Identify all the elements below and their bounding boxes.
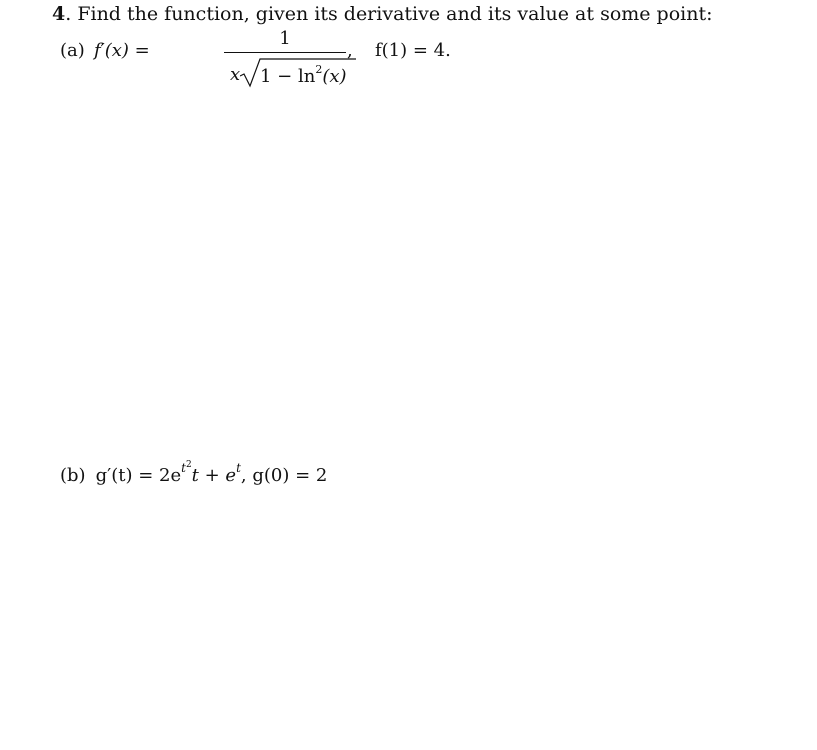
part-b <box>60 460 328 486</box>
radicand-prefix: 1 − ln <box>260 66 316 87</box>
part-b-exp-base: t <box>181 461 186 475</box>
part-a-separator: , <box>347 40 353 61</box>
part-b-derivative-lhs: g′(t) = 2e <box>95 465 182 486</box>
part-a-lhs: f′(x) = <box>94 40 150 61</box>
problem-heading <box>52 3 713 25</box>
denominator-x: x <box>230 64 241 85</box>
radicand <box>260 63 347 87</box>
fraction-bar <box>224 52 346 53</box>
radicand-exponent: 2 <box>315 63 323 76</box>
problem-number: 4 <box>52 3 66 25</box>
part-a-fraction <box>224 28 354 98</box>
part-b-middle-term: t + e <box>191 465 237 486</box>
problem-instruction: . Find the function, given its derivative and its value at some point: <box>65 3 713 25</box>
part-a-label: (a) <box>60 40 85 61</box>
fraction-numerator: 1 <box>279 28 291 49</box>
fraction-denominator <box>226 58 356 88</box>
part-b-exp2: t <box>236 461 241 475</box>
part-a-condition: f(1) = 4. <box>375 40 451 61</box>
part-b-exp-power: 2 <box>185 460 192 470</box>
part-b-label: (b) <box>60 465 86 486</box>
part-b-condition: , g(0) = 2 <box>240 465 328 486</box>
radicand-suffix: (x) <box>322 66 347 87</box>
